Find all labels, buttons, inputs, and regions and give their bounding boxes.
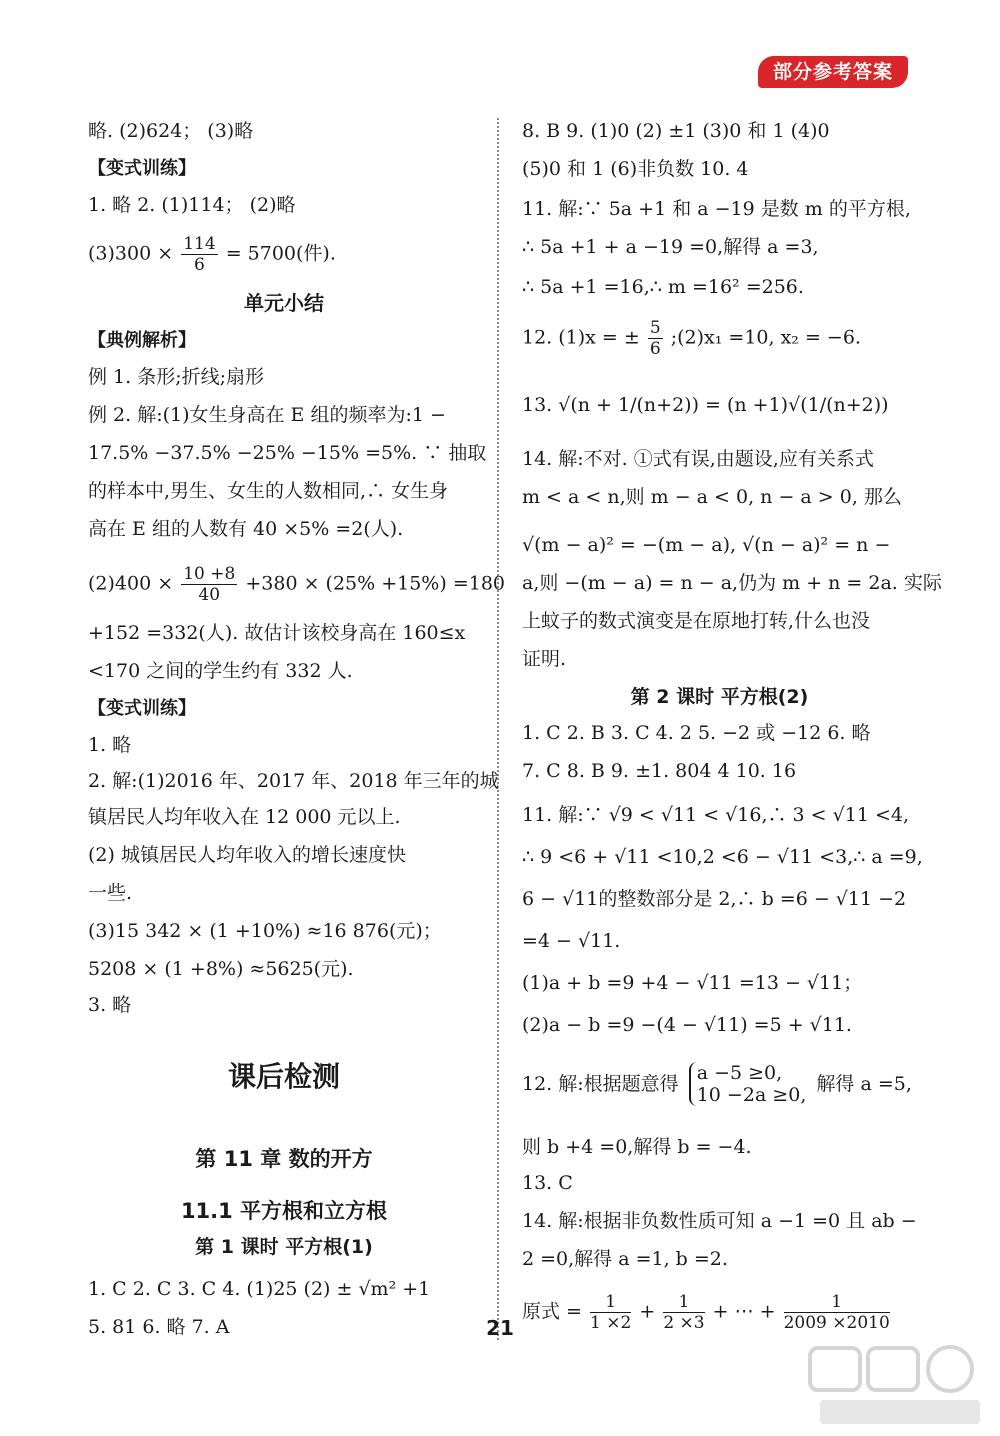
- text-line: 2. 解:(1)2016 年、2017 年、2018 年三年的城: [88, 770, 499, 792]
- text-line: 7. C 8. B 9. ±1. 804 4 10. 16: [522, 760, 797, 782]
- text-line: ∴ 5a +1 + a −19 =0,解得 a =3,: [522, 236, 819, 258]
- lesson-heading: 第 1 课时 平方根(1): [195, 1236, 373, 1258]
- text-line: 3. 略: [88, 994, 132, 1016]
- formula-line: 12. (1)x = ± $\frac{5}{6}$ ;(2)x₁ =10, x₂ = −6.: [522, 318, 861, 359]
- text-line: 13. C: [522, 1172, 573, 1194]
- text-line: 11. 解:∵ √9 < √11 < √16,∴ 3 < √11 <4,: [522, 804, 909, 826]
- section-label: 【典例解析】: [88, 330, 196, 351]
- text-line: +152 =332(人). 故估计该校身高在 160≤x: [88, 622, 466, 644]
- text-line: 一些.: [88, 882, 133, 904]
- text-line: 高在 E 组的人数有 40 ×5% =2(人).: [88, 518, 404, 540]
- text-line: 1. C 2. C 3. C 4. (1)25 (2) ± √m² +1: [88, 1278, 431, 1300]
- text-line: (2) 城镇居民人均年收入的增长速度快: [88, 844, 406, 866]
- text-line: 8. B 9. (1)0 (2) ±1 (3)0 和 1 (4)0: [522, 120, 830, 142]
- text-line: 例 1. 条形;折线;扇形: [88, 366, 265, 388]
- text-line: 17.5% −37.5% −25% −15% =5%. ∵ 抽取: [88, 442, 487, 464]
- text-line: 5208 × (1 +8%) ≈5625(元).: [88, 958, 354, 980]
- fraction: $\frac{1}{2 \times 3}$: [663, 1292, 705, 1333]
- text-line: 1. C 2. B 3. C 4. 2 5. −2 或 −12 6. 略: [522, 722, 871, 744]
- section-heading: 11.1 平方根和立方根: [180, 1199, 388, 1223]
- part-title: 课后检测: [227, 1060, 340, 1093]
- text-line: 1. 略: [88, 734, 132, 756]
- section-label: 【变式训练】: [88, 698, 196, 719]
- answer-section-badge: 部分参考答案: [758, 56, 908, 88]
- text-line: (1)a + b =9 +4 − √11 =13 − √11；: [522, 972, 863, 994]
- fraction: $\frac{1}{1 \times 2}$: [590, 1292, 632, 1333]
- text-line: (5)0 和 1 (6)非负数 10. 4: [522, 158, 749, 180]
- fraction: $\frac{1}{2009 \times 2010}$: [783, 1292, 890, 1333]
- formula-line: 13. √(n + 1/(n+2)) = (n +1)√(1/(n+2)): [522, 394, 889, 416]
- text-line: √(m − a)² = −(m − a), √(n − a)² = n −: [522, 534, 891, 556]
- formula-line: (2)400 × $\frac{10 +8}{40}$ +380 × (25% +15%) =180: [88, 564, 505, 605]
- formula-line: (3)300 × $\frac{114}{6}$ = 5700(件).: [88, 234, 336, 275]
- text-line: ∴ 9 <6 + √11 <10,2 <6 − √11 <3,∴ a =9,: [522, 846, 923, 868]
- chapter-title: 第 11 章 数的开方: [195, 1147, 373, 1171]
- text-line: 证明.: [522, 648, 567, 670]
- text-line: 的样本中,男生、女生的人数相同,∴ 女生身: [88, 480, 449, 502]
- text-line: m < a < n,则 m − a < 0, n − a > 0, 那么: [522, 486, 902, 508]
- text-line: (2)a − b =9 −(4 − √11) =5 + √11.: [522, 1014, 852, 1036]
- text-line: 例 2. 解:(1)女生身高在 E 组的频率为:1 −: [88, 404, 446, 426]
- text-line: 略. (2)624； (3)略: [88, 120, 254, 142]
- text-line: 14. 解:根据非负数性质可知 a −1 =0 且 ab −: [522, 1210, 917, 1232]
- text-line: =4 − √11.: [522, 930, 621, 952]
- formula-line: 原式 = $\frac{1}{1 \times 2}$ + $\frac{1}{2 \times 3}$ + ⋯ + $\frac{1}{2009 \times 2010}$: [522, 1292, 890, 1333]
- page-number: 21: [486, 1316, 514, 1340]
- fraction: $\frac{114}{6}$: [183, 234, 216, 275]
- text-line: 镇居民人均年收入在 12 000 元以上.: [88, 806, 401, 828]
- text-line: 2 =0,解得 a =1, b =2.: [522, 1248, 728, 1270]
- text-line: a,则 −(m − a) = n − a,仍为 m + n = 2a. 实际: [522, 572, 942, 594]
- text-line: 上蚊子的数式演变是在原地打转,什么也没: [522, 610, 871, 632]
- lesson-heading: 第 2 课时 平方根(2): [630, 686, 809, 708]
- watermark-logo-icon: [800, 1340, 990, 1430]
- fraction: $\frac{10 +8}{40}$: [183, 564, 236, 605]
- text-line: 1. 略 2. (1)114； (2)略: [88, 194, 296, 216]
- text-line: 14. 解:不对. ①式有误,由题设,应有关系式: [522, 448, 874, 470]
- section-label: 【变式训练】: [88, 158, 196, 179]
- text-line: ∴ 5a +1 =16,∴ m =16² =256.: [522, 276, 804, 298]
- text-line: (3)15 342 × (1 +10%) ≈16 876(元)；: [88, 920, 442, 942]
- text-line: <170 之间的学生约有 332 人.: [88, 660, 353, 682]
- column-divider: [497, 118, 501, 1340]
- section-title: 单元小结: [244, 291, 324, 315]
- text-line: 则 b +4 =0,解得 b = −4.: [522, 1136, 752, 1158]
- fraction: $\frac{5}{6}$: [649, 318, 661, 359]
- text-line: 6 − √11的整数部分是 2,∴ b =6 − √11 −2: [522, 888, 907, 910]
- text-line: 5. 81 6. 略 7. A: [88, 1316, 230, 1338]
- text-line: 11. 解:∵ 5a +1 和 a −19 是数 m 的平方根,: [522, 198, 911, 220]
- system-line: 12. 解:根据题意得 a −5 ≥0, 10 −2a ≥0, 解得 a =5,: [522, 1062, 912, 1106]
